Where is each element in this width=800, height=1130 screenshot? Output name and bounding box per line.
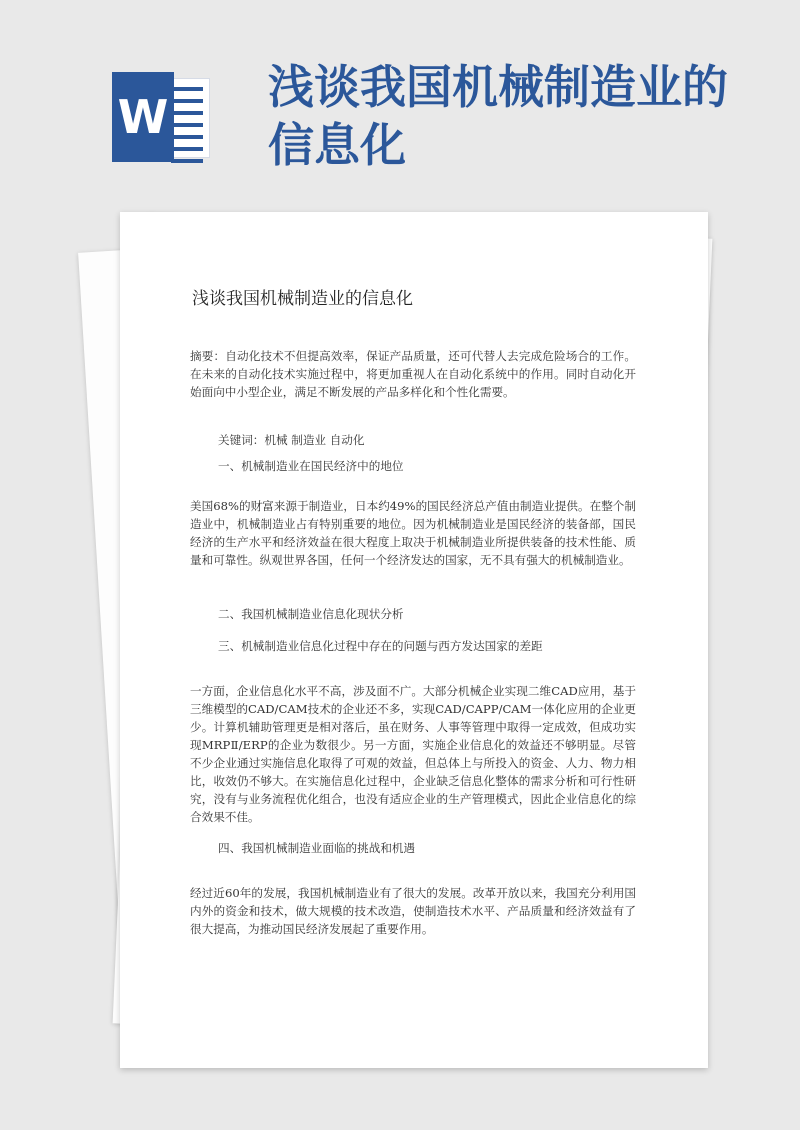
word-badge: W: [112, 72, 174, 162]
keywords-line: 关键词：机械 制造业 自动化: [218, 433, 365, 447]
section-4-paragraph: 经过近60年的发展，我国机械制造业有了很大的发展。改革开放以来，我国充分利用国内外的资金和技术，做大规模的技术改造，使制造技术水平、产品质量和经济效益有了很大提高，为推动国民经济发展起了重要作用。: [190, 886, 636, 936]
section-heading-1: 一、机械制造业在国民经济中的地位: [218, 459, 404, 473]
section-1-paragraph: 美国68%的财富来源于制造业，日本约49%的国民经济总产值由制造业提供。在整个制造业中，机械制造业占有特别重要的地位。因为机械制造业是国民经济的装备部，国民经济的生产水平和经济效益在很大程度上取决于机械制造业所提供装备的技术性能、质量和可靠性。纵观世界各国，任何一个经济发达的国家，无不具有强大的机械制造业。: [190, 499, 636, 567]
document-page: [120, 212, 708, 1068]
document-title: 浅谈我国机械制造业的信息化: [192, 289, 413, 309]
abstract-paragraph: 摘要：自动化技术不但提高效率，保证产品质量，还可代替人去完成危险场合的工作。在未来的自动化技术实施过程中，将更加重视人在自动化系统中的作用。同时自动化开始面向中小型企业，满足不断发展的产品多样化和个性化需要。: [190, 349, 636, 399]
section-heading-3: 三、机械制造业信息化过程中存在的问题与西方发达国家的差距: [218, 639, 543, 653]
section-3-paragraph: 一方面，企业信息化水平不高，涉及面不广。大部分机械企业实现二维CAD应用，基于三维模型的CAD/CAM技术的企业还不多，实现CAD/CAPP/CAM一体化应用的企业更少。计算机辅助管理更是相对落后，虽在财务、人事等管理中取得一定成效，但成功实现MRPⅡ/ERP的企业为数很少。另一方面，实施企业信息化的效益还不够明显。尽管不少企业通过实施信息化取得了可观的效益，但总体上与所投入的资金、人力、物力相比，收效仍不够大。在实施信息化过程中，企业缺乏信息化整体的需求分析和可行性研究，没有与业务流程优化组合，也没有适应企业的生产管理模式，因此企业信息化的综合效果不佳。: [190, 684, 636, 824]
section-heading-2: 二、我国机械制造业信息化现状分析: [218, 607, 404, 621]
header-title: 浅谈我国机械制造业的信息化: [268, 60, 728, 172]
section-heading-4: 四、我国机械制造业面临的挑战和机遇: [218, 841, 416, 855]
word-document-icon: [112, 72, 212, 162]
